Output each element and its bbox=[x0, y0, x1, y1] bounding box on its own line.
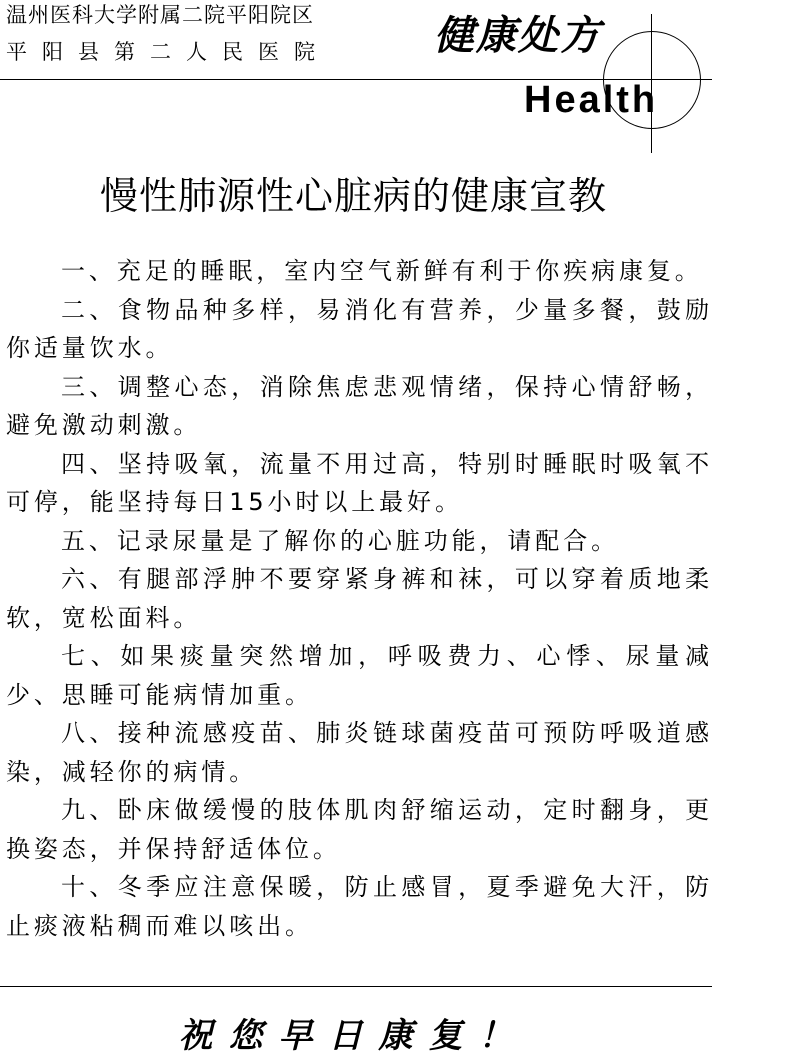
hospital-name-line-1: 温州医科大学附属二院平阳院区 bbox=[6, 3, 314, 27]
health-advice-list bbox=[6, 252, 713, 945]
advice-item: 四、坚持吸氧，流量不用过高，特别时睡眠时吸氧不可停，能坚持每日15小时以上最好。 bbox=[6, 449, 713, 516]
advice-item: 七、如果痰量突然增加，呼吸费力、心悸、尿量减少、思睡可能病情加重。 bbox=[6, 642, 713, 709]
advice-item: 八、接种流感疫苗、肺炎链球菌疫苗可预防呼吸道感染，减轻你的病情。 bbox=[6, 719, 713, 786]
advice-item: 二、食物品种多样，易消化有营养，少量多餐，鼓励你适量饮水。 bbox=[6, 295, 713, 362]
brand-title-english: Health bbox=[524, 79, 659, 121]
advice-item: 三、调整心态，消除焦虑悲观情绪，保持心情舒畅，避免激动刺激。 bbox=[6, 372, 713, 439]
closing-wish: 祝您早日康复！ bbox=[178, 1016, 529, 1056]
advice-item: 十、冬季应注意保暖，防止感冒，夏季避免大汗，防止痰液粘稠而难以咳出。 bbox=[6, 873, 713, 940]
advice-item: 一、充足的睡眠，室内空气新鲜有利于你疾病康复。 bbox=[61, 257, 703, 285]
advice-item: 五、记录尿量是了解你的心脏功能，请配合。 bbox=[61, 526, 619, 555]
footer-divider-line bbox=[0, 986, 712, 987]
advice-item: 六、有腿部浮肿不要穿紧身裤和袜，可以穿着质地柔软，宽松面料。 bbox=[6, 565, 713, 632]
page-title: 慢性肺源性心脏病的健康宣教 bbox=[99, 174, 607, 218]
brand-title-chinese: 健康处方 bbox=[434, 12, 602, 59]
advice-item: 九、卧床做缓慢的肢体肌肉舒缩运动，定时翻身，更换姿态，并保持舒适体位。 bbox=[6, 796, 713, 863]
hospital-name-line-2: 平阳县第二人民医院 bbox=[6, 40, 330, 64]
